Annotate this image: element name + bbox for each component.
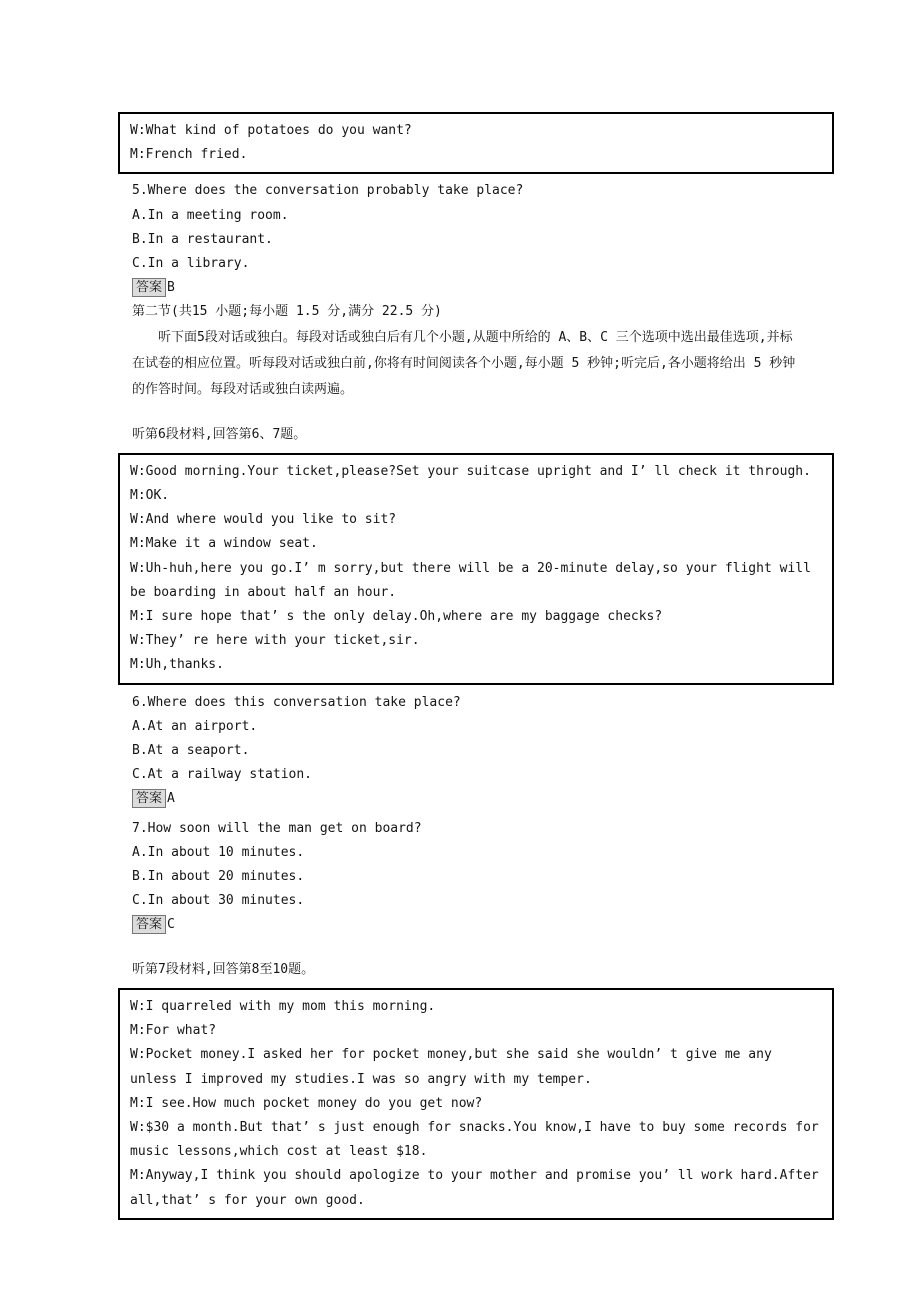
question-6 — [118, 691, 830, 812]
dialogue-line: M:Uh,thanks. — [130, 657, 224, 673]
dialogue-line: M:Anyway,I think you should apologize to your mother and promise you’ ll work hard.After all,that’ s for your own good. — [130, 1168, 819, 1208]
option-b: B.At a seaport. — [132, 743, 250, 759]
dialogue-line: W:Uh-huh,here you go.I’ m sorry,but there will be a 20-minute delay,so your flight will be boarding in about half an hour. — [130, 560, 811, 600]
dialogue-box-3 — [118, 988, 834, 1220]
answer-label: 答案 — [132, 915, 166, 934]
answer-row — [132, 913, 830, 937]
answer-value: A — [167, 791, 175, 807]
section-intro: 听下面5段对话或独白。每段对话或独白后有几个小题,从题中所给的 A、B、C 三个选项中选出最佳选项,并标在试卷的相应位置。听每段对话或独白前,你将有时间阅读各个小题,每小题 5 秒钟;听完后,各小题将给出 5 秒钟的作答时间。每段对话或独白读两遍。 — [132, 329, 796, 397]
listen-instruction-7: 听第7段材料,回答第8至10题。 — [132, 961, 315, 977]
dialogue-line: W:And where would you like to sit? — [130, 512, 397, 528]
question-text: 5.Where does the conversation probably take place? — [132, 183, 524, 199]
dialogue-box-1 — [118, 112, 834, 174]
dialogue-line: M:OK. — [130, 488, 170, 504]
question-5 — [118, 179, 830, 300]
dialogue-line: M:Make it a window seat. — [130, 536, 318, 552]
dialogue-line: W:What kind of potatoes do you want? — [130, 123, 412, 138]
option-c: C.At a railway station. — [132, 767, 313, 783]
dialogue-line: W:Pocket money.I asked her for pocket money,but she said she wouldn’ t give me any unless I improved my studies.I was so angry with my temper. — [130, 1047, 772, 1087]
answer-row — [132, 276, 830, 300]
dialogue-line: M:French fried. — [130, 147, 248, 163]
question-7 — [118, 817, 830, 938]
option-a: A.In a meeting room. — [132, 207, 289, 223]
option-a: A.In about 10 minutes. — [132, 844, 305, 860]
dialogue-line: W:Good morning.Your ticket,please?Set your suitcase upright and I’ ll check it through. — [130, 463, 811, 479]
dialogue-line: W:They’ re here with your ticket,sir. — [130, 633, 420, 649]
dialogue-line: W:$30 a month.But that’ s just enough for snacks.You know,I have to buy some records for music lessons,which cost at least $18. — [130, 1119, 819, 1160]
answer-label: 答案 — [132, 789, 166, 808]
option-b: B.In about 20 minutes. — [132, 869, 305, 885]
listen-instruction-6: 听第6段材料,回答第6、7题。 — [132, 426, 307, 442]
section-heading: 第二节(共15 小题;每小题 1.5 分,满分 22.5 分) — [132, 304, 442, 320]
dialogue-line: M:For what? — [130, 1023, 217, 1039]
option-c: C.In about 30 minutes. — [132, 893, 305, 909]
option-a: A.At an airport. — [132, 718, 258, 734]
answer-value: B — [167, 280, 175, 296]
question-text: 6.Where does this conversation take place? — [132, 694, 461, 710]
answer-value: C — [167, 917, 175, 933]
dialogue-line: M:I see.How much pocket money do you get now? — [130, 1095, 483, 1111]
option-b: B.In a restaurant. — [132, 231, 273, 247]
dialogue-box-2 — [118, 453, 834, 685]
option-c: C.In a library. — [132, 256, 250, 272]
dialogue-line: M:I sure hope that’ s the only delay.Oh,where are my baggage checks? — [130, 609, 663, 625]
answer-label: 答案 — [132, 278, 166, 297]
question-text: 7.How soon will the man get on board? — [132, 820, 422, 836]
dialogue-line: W:I quarreled with my mom this morning. — [130, 998, 436, 1014]
answer-row — [132, 787, 830, 811]
